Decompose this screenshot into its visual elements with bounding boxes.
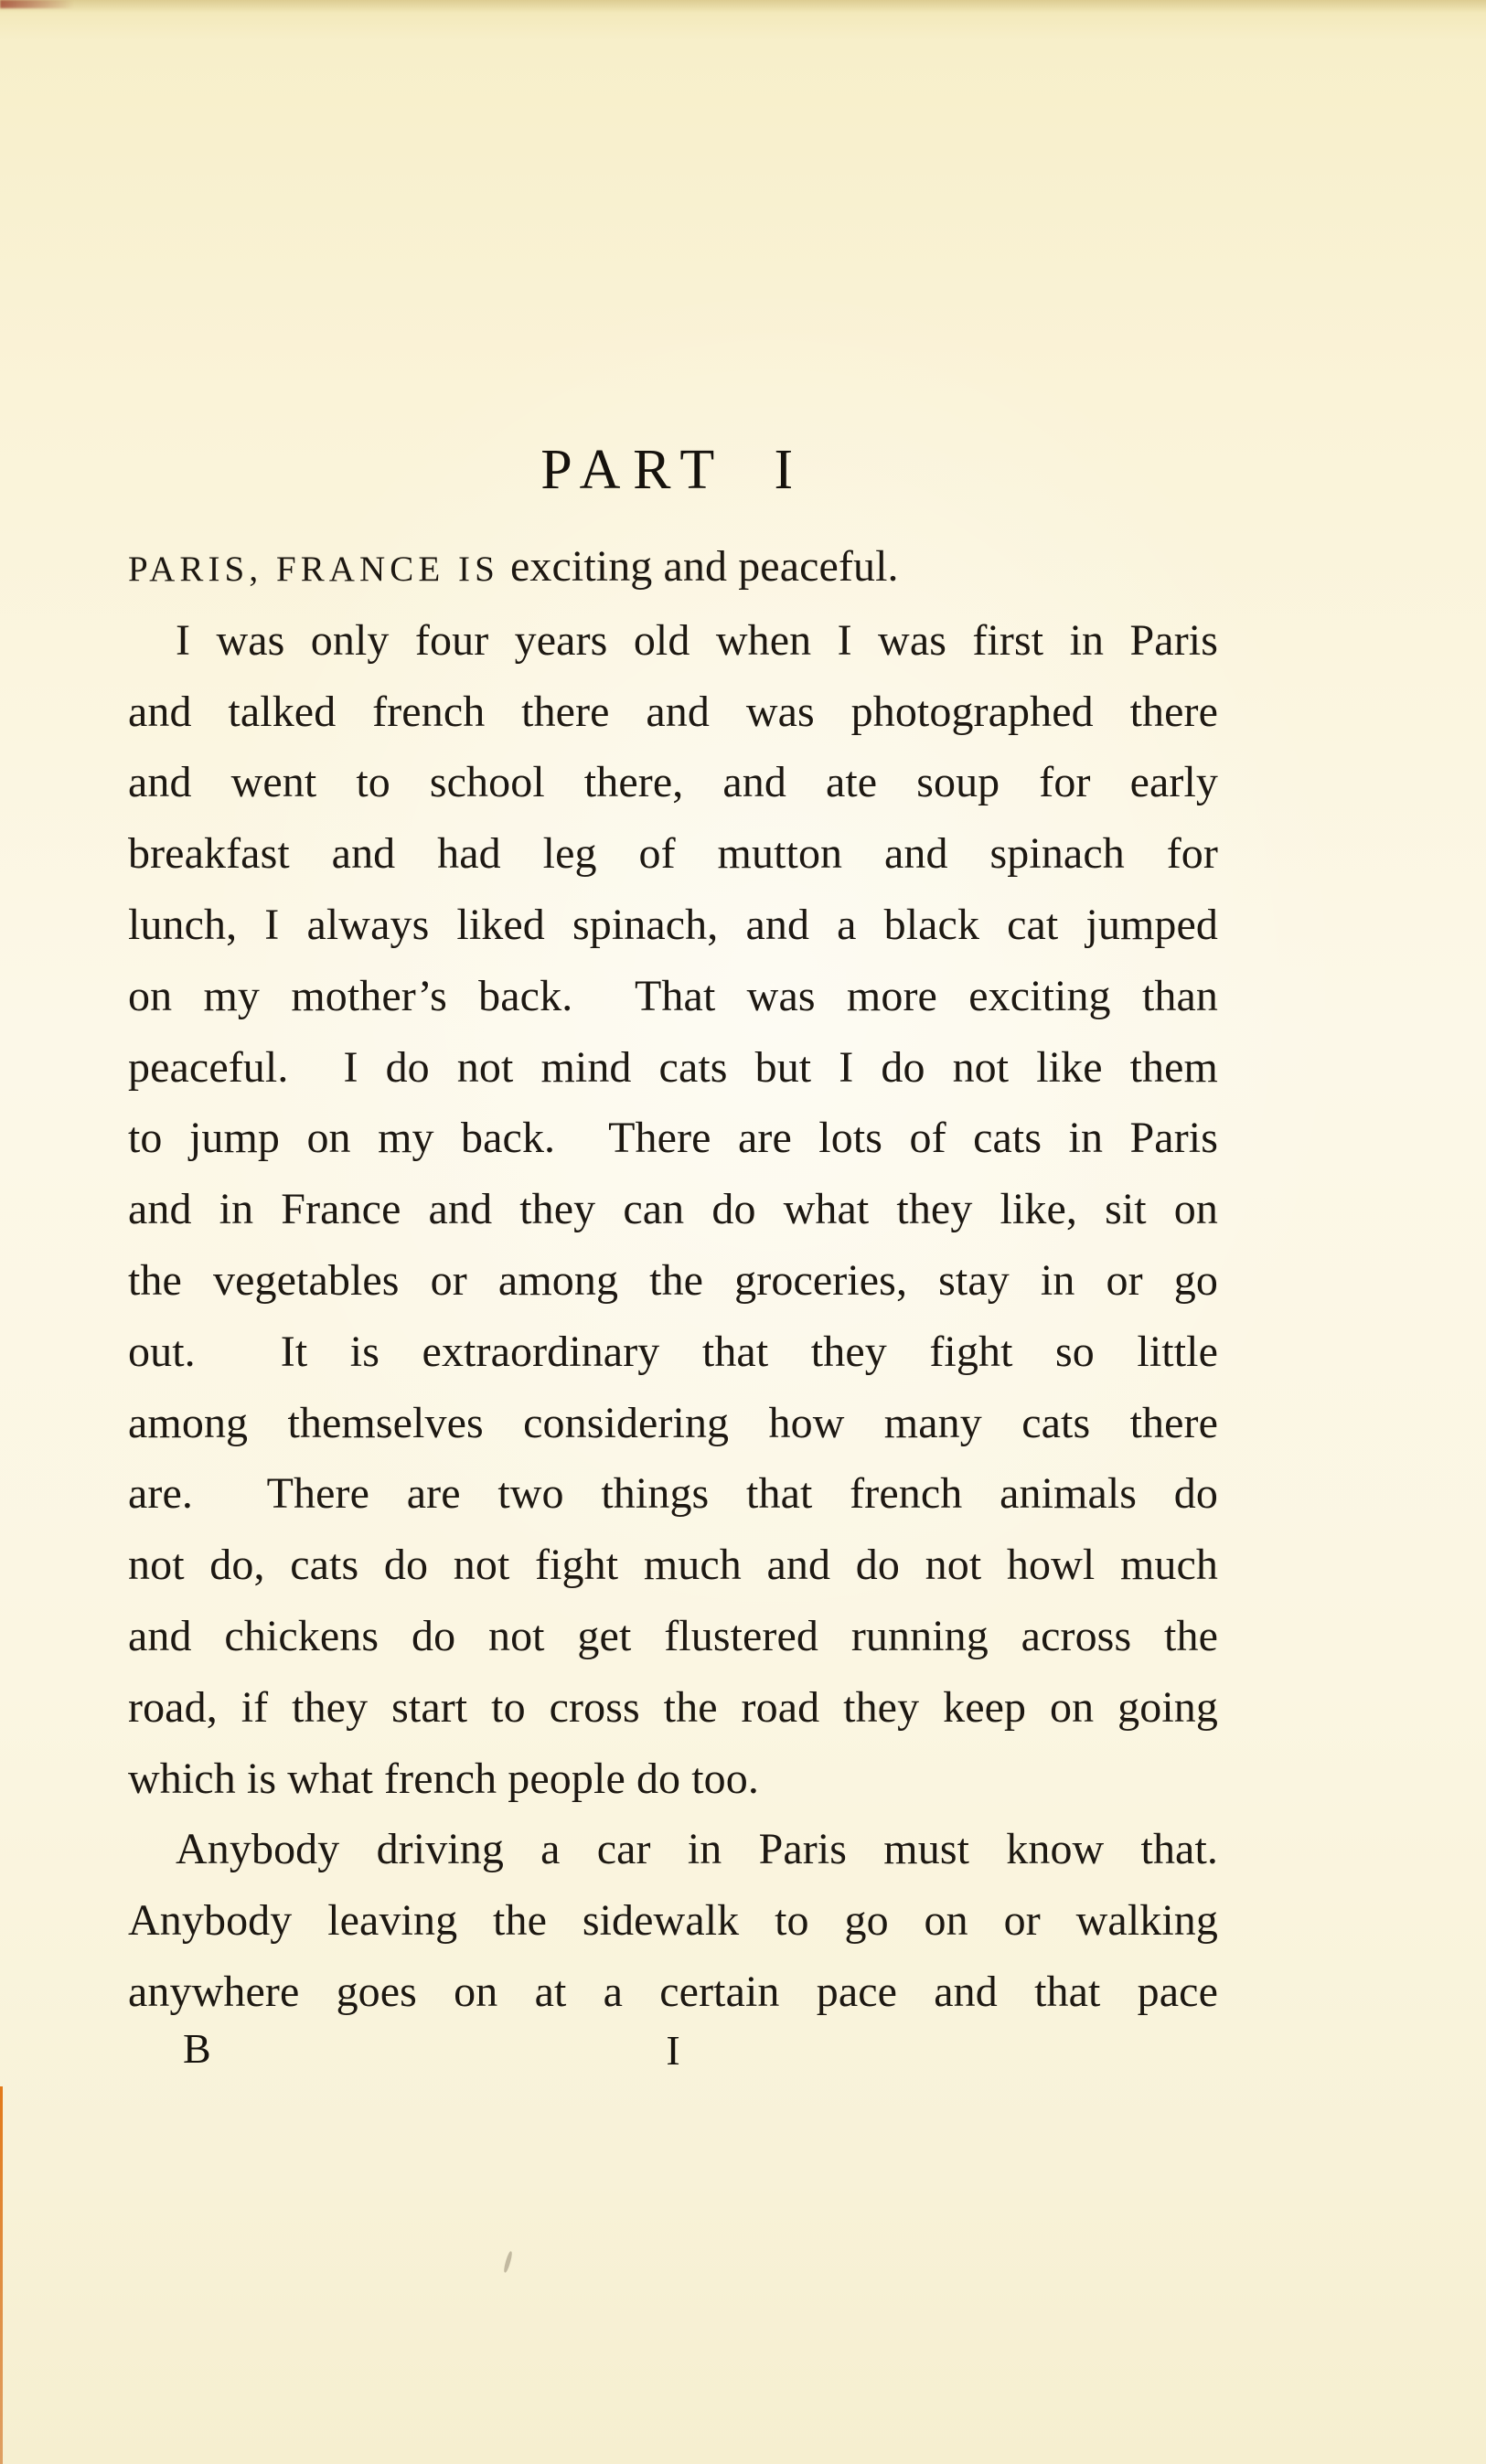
text-line [128, 1388, 1218, 1459]
text-line [128, 1601, 1218, 1672]
text-line [128, 961, 1218, 1032]
text-line [128, 1317, 1218, 1388]
signature-mark: B [183, 2025, 211, 2072]
text-line-content: out. It is extraordinary that they fight so little [128, 1327, 1218, 1376]
text-line [128, 1458, 1218, 1530]
text-line-content: road, if they start to cross the road they keep on going [128, 1682, 1218, 1732]
text-line-content: and chickens do not get flustered running across the [128, 1611, 1218, 1660]
text-line-content: not do, cats do not fight much and do not howl much [128, 1541, 1218, 1590]
text-line [128, 1744, 1218, 1815]
lead-smallcaps: PARIS, FRANCE IS [128, 549, 499, 589]
text-line [128, 531, 1218, 605]
text-line-content: exciting and peaceful. [498, 542, 899, 591]
text-line-content: to jump on my back. There are lots of cats in Paris [128, 1114, 1218, 1163]
text-line-content: anywhere goes on at a certain pace and that pace [128, 1967, 1218, 2016]
chapter-heading: PART I [540, 439, 806, 501]
text-line-content: and in France and they can do what they like, sit on [128, 1185, 1218, 1234]
text-line [128, 1672, 1218, 1744]
text-line [128, 818, 1218, 890]
text-line [128, 1530, 1218, 1601]
text-line-content: lunch, I always liked spinach, and a black cat jumped [128, 900, 1218, 949]
text-line [128, 605, 1218, 677]
text-line-content: on my mother’s back. That was more exciting than [128, 971, 1218, 1020]
text-line-content: Anybody driving a car in Paris must know that. [176, 1825, 1218, 1874]
scan-artifact-speck [503, 2251, 513, 2273]
scan-artifact-top-shade [0, 0, 1486, 13]
text-line-content: and talked french there and was photographed there [128, 687, 1218, 736]
page-number: I [666, 2027, 680, 2074]
text-line [128, 1174, 1218, 1245]
text-line-content: are. There are two things that french animals do [128, 1469, 1218, 1519]
text-line-content: and went to school there, and ate soup for early [128, 758, 1218, 807]
text-line [128, 1032, 1218, 1104]
text-line-content: the vegetables or among the groceries, stay in or go [128, 1255, 1218, 1305]
text-line-content: breakfast and had leg of mutton and spinach for [128, 829, 1218, 879]
text-line-content: among themselves considering how many cats there [128, 1398, 1218, 1447]
text-line-content: I was only four years old when I was first in Paris [176, 615, 1218, 665]
scan-artifact-page-edge-line [0, 2086, 3, 2464]
text-line-content: Anybody leaving the sidewalk to go on or walking [128, 1896, 1218, 1946]
text-line [128, 890, 1218, 961]
text-line [128, 1814, 1218, 1885]
text-line-content: peaceful. I do not mind cats but I do not like them [128, 1042, 1218, 1092]
text-line [128, 747, 1218, 818]
text-line [128, 1103, 1218, 1174]
text-line [128, 1885, 1218, 1957]
text-line [128, 677, 1218, 748]
text-line-content: which is what french people do too. [128, 1754, 759, 1803]
text-line [128, 1957, 1218, 2028]
body-text [128, 531, 1218, 2028]
scan-artifact-red-smudge [0, 0, 87, 8]
text-line [128, 1245, 1218, 1317]
